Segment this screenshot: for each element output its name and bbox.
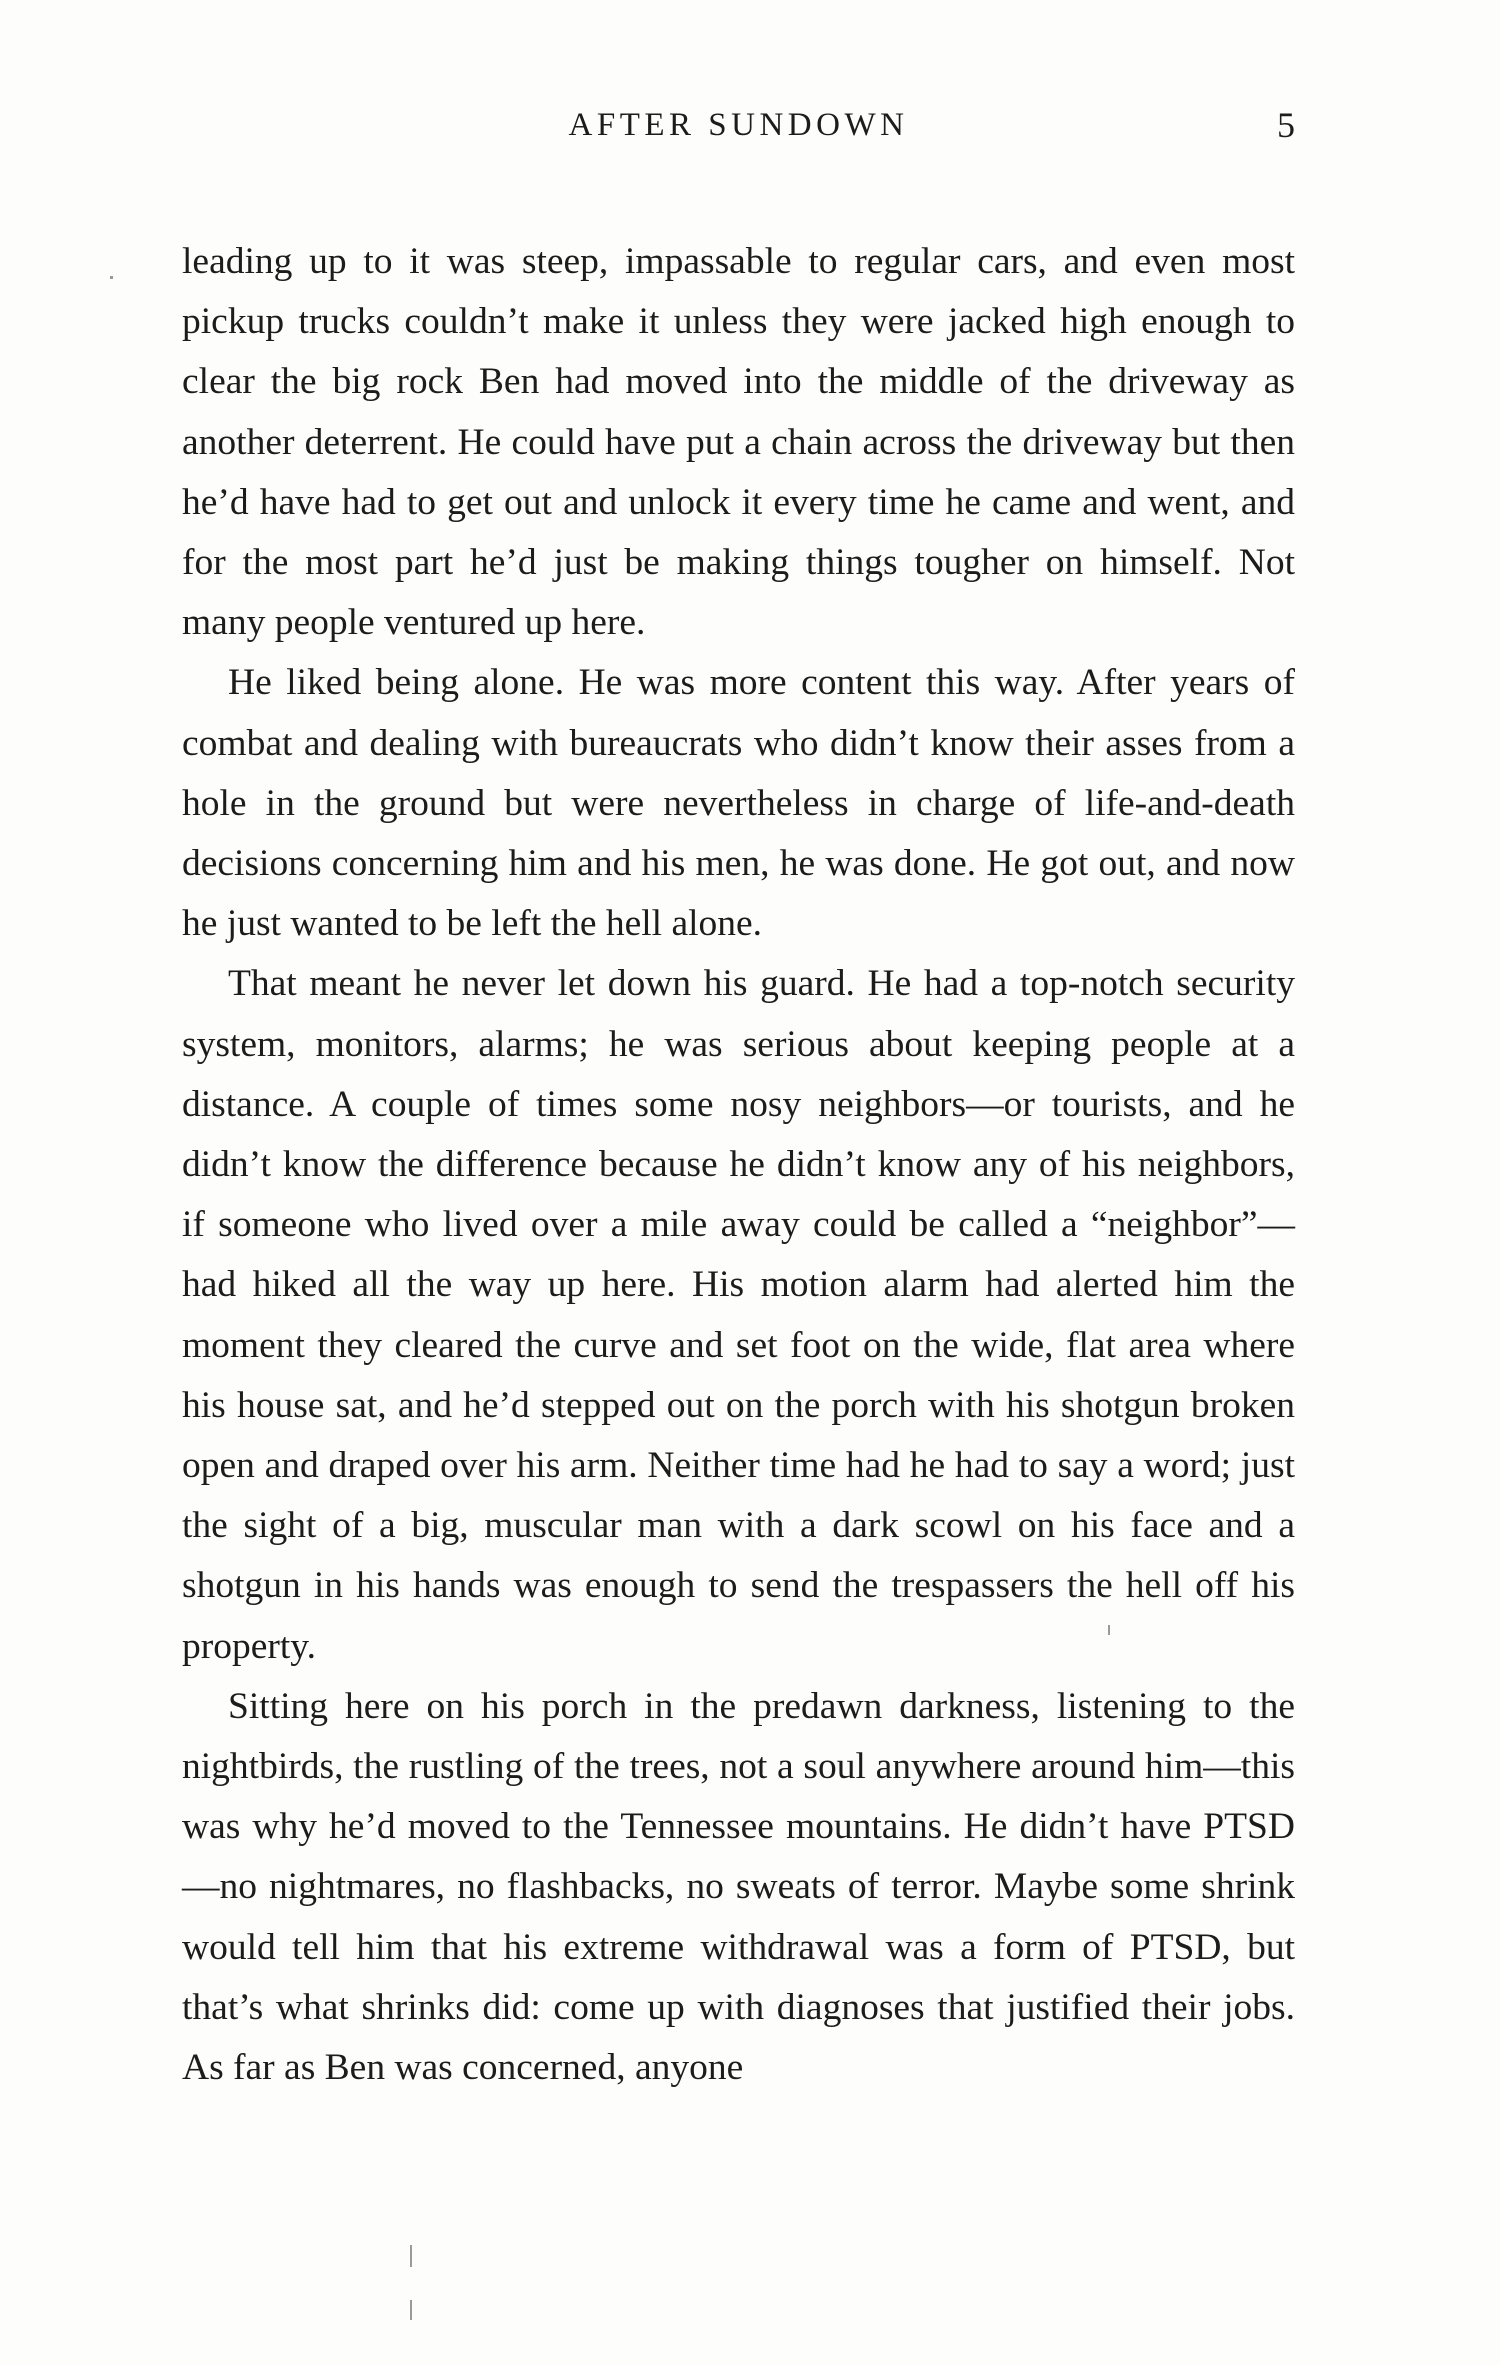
body-text <box>182 232 1295 2098</box>
paragraph: That meant he never let down his guard. He had a top-notch security system, monitors, alarms; he was serious about keeping people at a distance. A couple of times some nosy neighbors—or tourists, and he didn’t know the difference because he didn’t know any of his neighbors, if someone who lived over a mile away could be called a “neighbor”—had hiked all the way up here. His motion alarm had alerted him the moment they cleared the curve and set foot on the wide, flat area where his house sat, and he’d stepped out on the porch with his shotgun broken open and draped over his arm. Neither time had he had to say a word; just the sight of a big, muscular man with a dark scowl on his face and a shotgun in his hands was enough to send the trespassers the hell off his property. <box>182 963 1295 1667</box>
paragraph: Sitting here on his porch in the predawn darkness, listening to the nightbirds, the rustling of the trees, not a soul anywhere around him—this was why he’d moved to the Tennessee mountains. He didn’t have PTSD—no nightmares, no flashbacks, no sweats of terror. Maybe some shrink would tell him that his extreme withdrawal was a form of PTSD, but that’s what shrinks did: come up with diagnoses that justified their jobs. As far as Ben was concerned, anyone <box>182 1685 1295 2089</box>
paragraph: He liked being alone. He was more content this way. After years of combat and dealing with bureaucrats who didn’t know their asses from a hole in the ground but were nevertheless in charge of life-and-death decisions concerning him and his men, he was done. He got out, and now he just wanted to be left the hell alone. <box>182 662 1295 945</box>
scan-speck <box>1108 1625 1110 1635</box>
running-head <box>182 100 1295 150</box>
scan-speck <box>410 2300 412 2320</box>
page-number: 5 <box>1277 105 1295 145</box>
running-title: AFTER SUNDOWN <box>568 107 909 143</box>
scan-speck <box>410 2245 412 2267</box>
paragraph-continued: leading up to it was steep, impassable to regular cars, and even most pickup trucks couldn’t make it unless they were jacked high enough to clear the big rock Ben had moved into the middle of the driveway as another deterrent. He could have put a chain across the driveway but then he’d have had to get out and unlock it every time he came and went, and for the most part he’d just be making things tougher on himself. Not many people ventured up here. <box>182 241 1295 644</box>
scan-speck <box>110 276 113 279</box>
